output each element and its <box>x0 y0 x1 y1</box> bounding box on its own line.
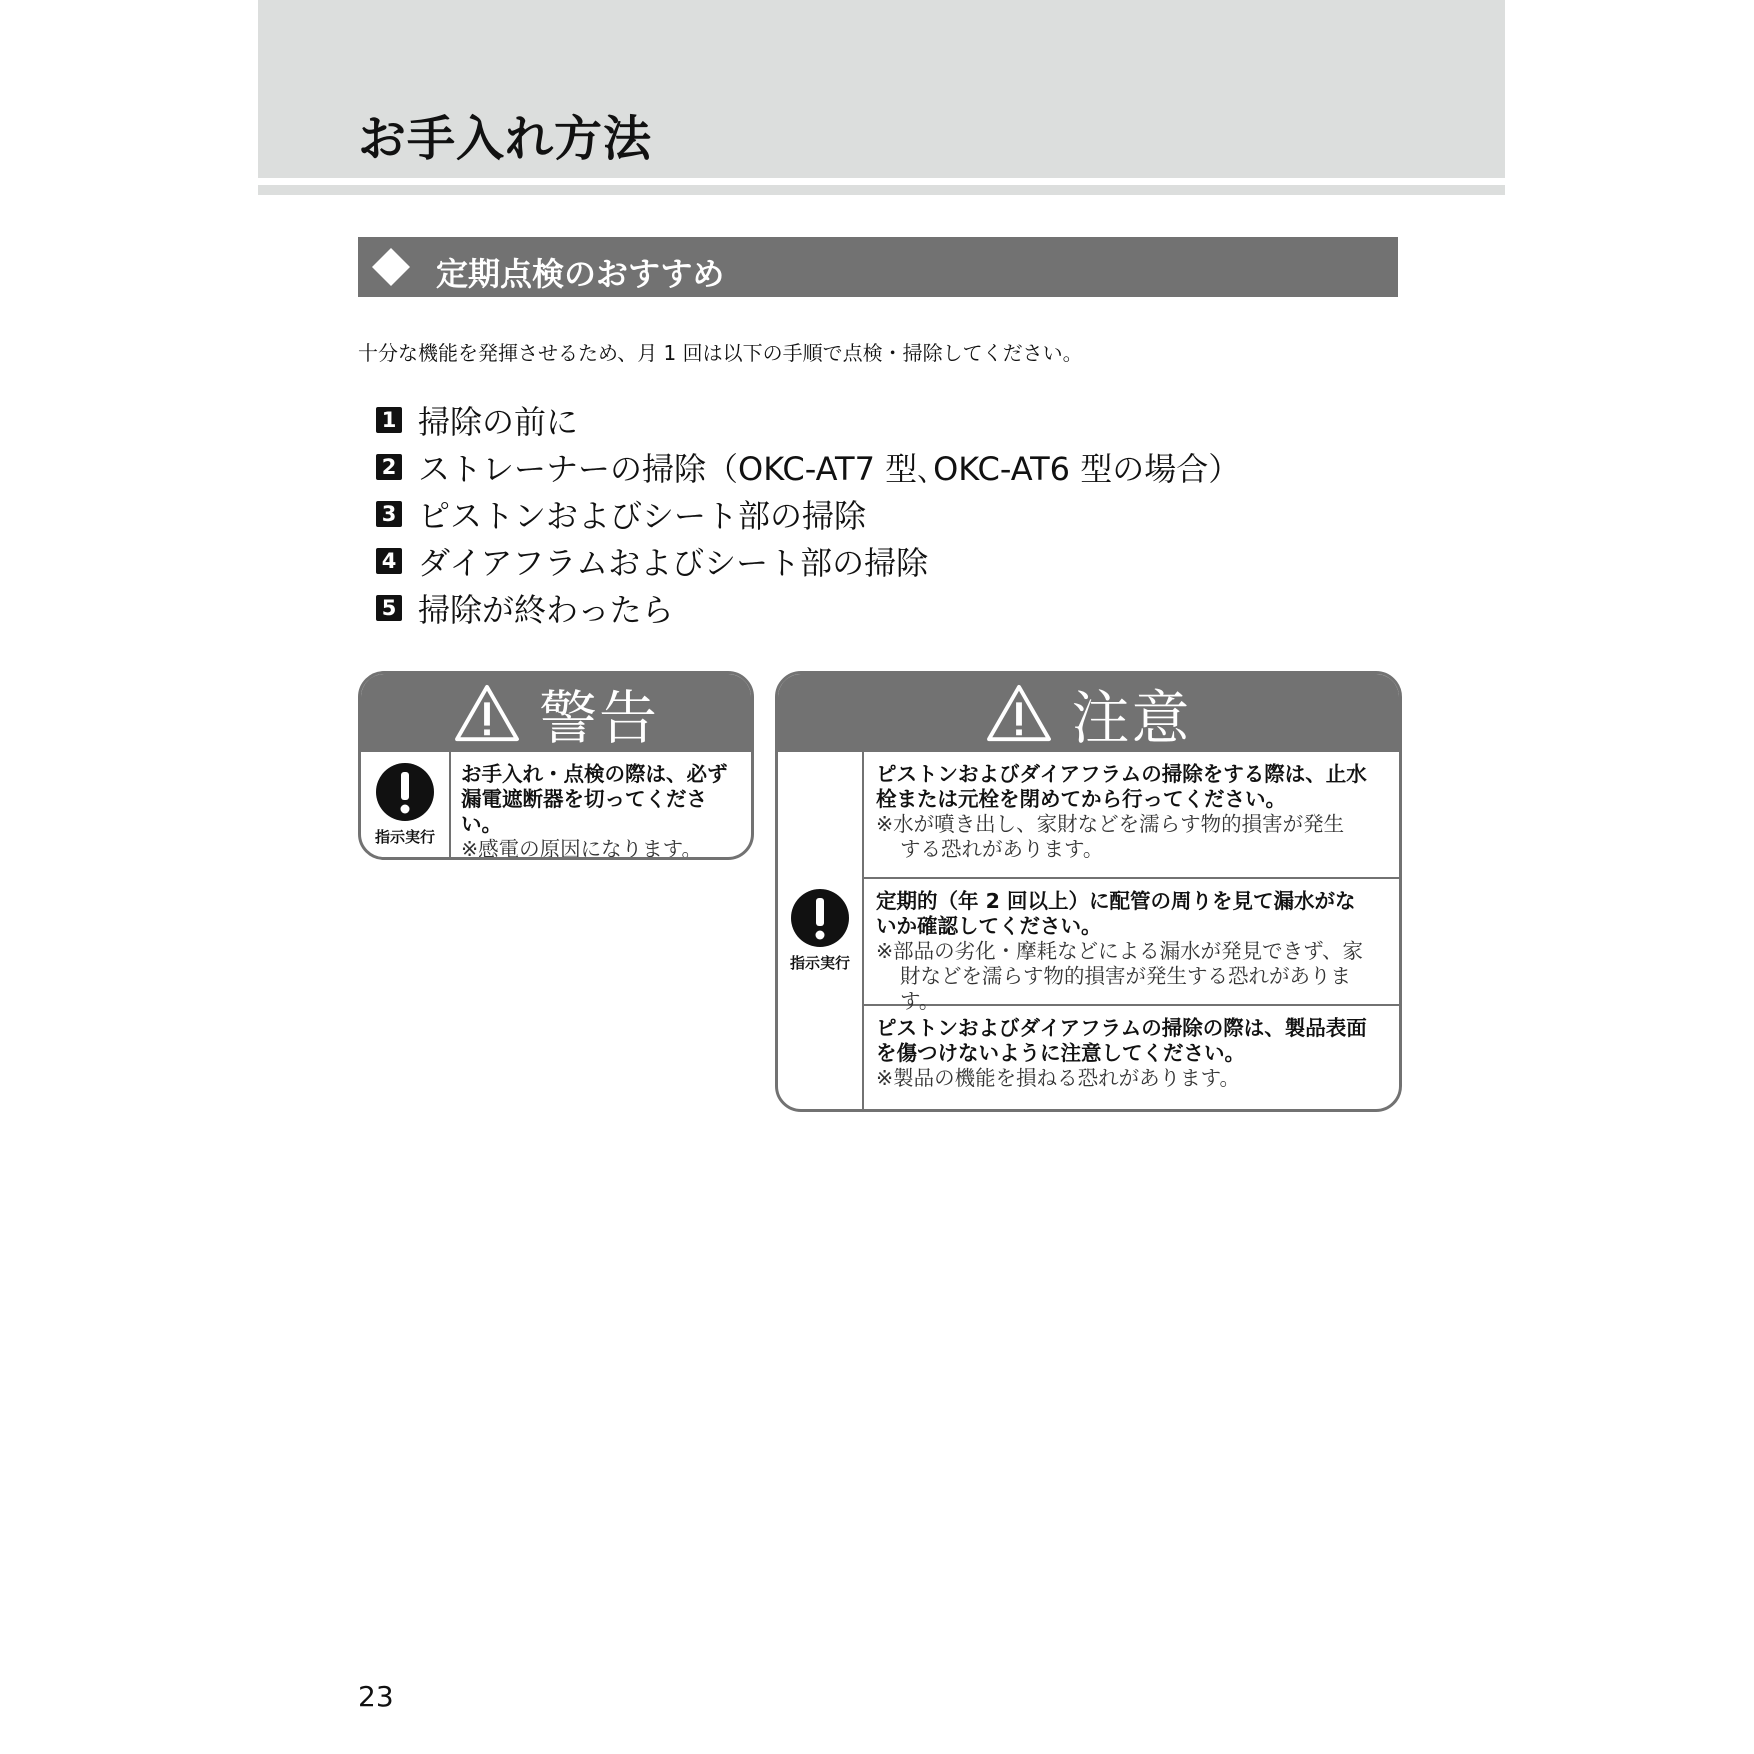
step-label: 掃除の前に <box>418 402 579 441</box>
caution-note: する恐れがあります。 <box>900 837 1104 861</box>
step-label: ピストンおよびシート部の掃除 <box>418 496 867 535</box>
step-item <box>376 584 1240 631</box>
step-number: 4 <box>376 548 402 574</box>
caution-line: いか確認してください。 <box>876 914 1102 938</box>
step-label: ダイアフラムおよびシート部の掃除 <box>418 543 929 582</box>
symbol-label: 指示実行 <box>789 954 850 972</box>
step-item <box>376 490 1240 537</box>
caution-message <box>864 1006 1399 1091</box>
warning-message <box>461 762 743 860</box>
caution-item <box>864 752 1399 879</box>
warning-line: 漏電遮断器を切ってください。 <box>461 787 707 836</box>
step-number: 1 <box>376 407 402 433</box>
diamond-icon <box>372 248 410 286</box>
warning-box <box>358 671 754 860</box>
caution-note: 財などを濡らす物的損害が発生する恐れがあります。 <box>900 964 1351 1013</box>
page-title: お手入れ方法 <box>358 111 653 167</box>
warning-header <box>361 674 751 752</box>
caution-header <box>778 674 1399 752</box>
page-number: 23 <box>358 1680 394 1713</box>
caution-rows <box>864 752 1399 1109</box>
section-title: 定期点検のおすすめ <box>436 255 725 293</box>
section-header <box>358 237 1398 297</box>
warning-triangle-icon <box>985 683 1053 743</box>
step-list <box>376 396 1240 631</box>
intro-text: 十分な機能を発揮させるため、月 1 回は以下の手順で点検・掃除してください。 <box>358 341 1083 365</box>
step-item <box>376 443 1240 490</box>
caution-item <box>864 1006 1399 1106</box>
caution-line: ピストンおよびダイアフラムの掃除の際は、製品表面 <box>876 1016 1367 1040</box>
step-item <box>376 537 1240 584</box>
caution-item <box>864 879 1399 1013</box>
step-number: 3 <box>376 501 402 527</box>
exclamation-circle-icon <box>790 888 850 948</box>
step-number: 5 <box>376 595 402 621</box>
caution-note: ※水が噴き出し、家財などを濡らす物的損害が発生 <box>876 812 1345 836</box>
warning-title: 警告 <box>538 684 659 752</box>
step-number: 2 <box>376 454 402 480</box>
caution-line: 栓または元栓を閉めてから行ってください。 <box>876 787 1286 811</box>
header-stripe <box>258 185 1505 195</box>
caution-note: ※部品の劣化・摩耗などによる漏水が発見できず、家 <box>876 939 1364 963</box>
caution-note: ※製品の機能を損ねる恐れがあります。 <box>876 1066 1241 1090</box>
warning-triangle-icon <box>453 683 521 743</box>
caution-line: ピストンおよびダイアフラムの掃除をする際は、止水 <box>876 762 1367 786</box>
caution-title: 注意 <box>1071 684 1192 752</box>
step-label: 掃除が終わったら <box>418 590 674 629</box>
caution-line: 定期的（年 2 回以上）に配管の周りを見て漏水がな <box>876 889 1356 913</box>
caution-message <box>864 752 1399 862</box>
symbol-label: 指示実行 <box>374 828 435 846</box>
caution-box <box>775 671 1402 1112</box>
caution-symbol <box>778 752 864 1109</box>
warning-symbol <box>361 752 451 857</box>
warning-note: ※感電の原因になります。 <box>461 837 703 860</box>
step-item <box>376 396 1240 443</box>
exclamation-circle-icon <box>375 762 435 822</box>
warning-line: お手入れ・点検の際は、必ず <box>461 762 728 786</box>
caution-message <box>864 879 1399 1014</box>
caution-line: を傷つけないように注意してください。 <box>876 1041 1245 1065</box>
step-label: ストレーナーの掃除（OKC-AT7 型､OKC-AT6 型の場合） <box>418 449 1241 488</box>
